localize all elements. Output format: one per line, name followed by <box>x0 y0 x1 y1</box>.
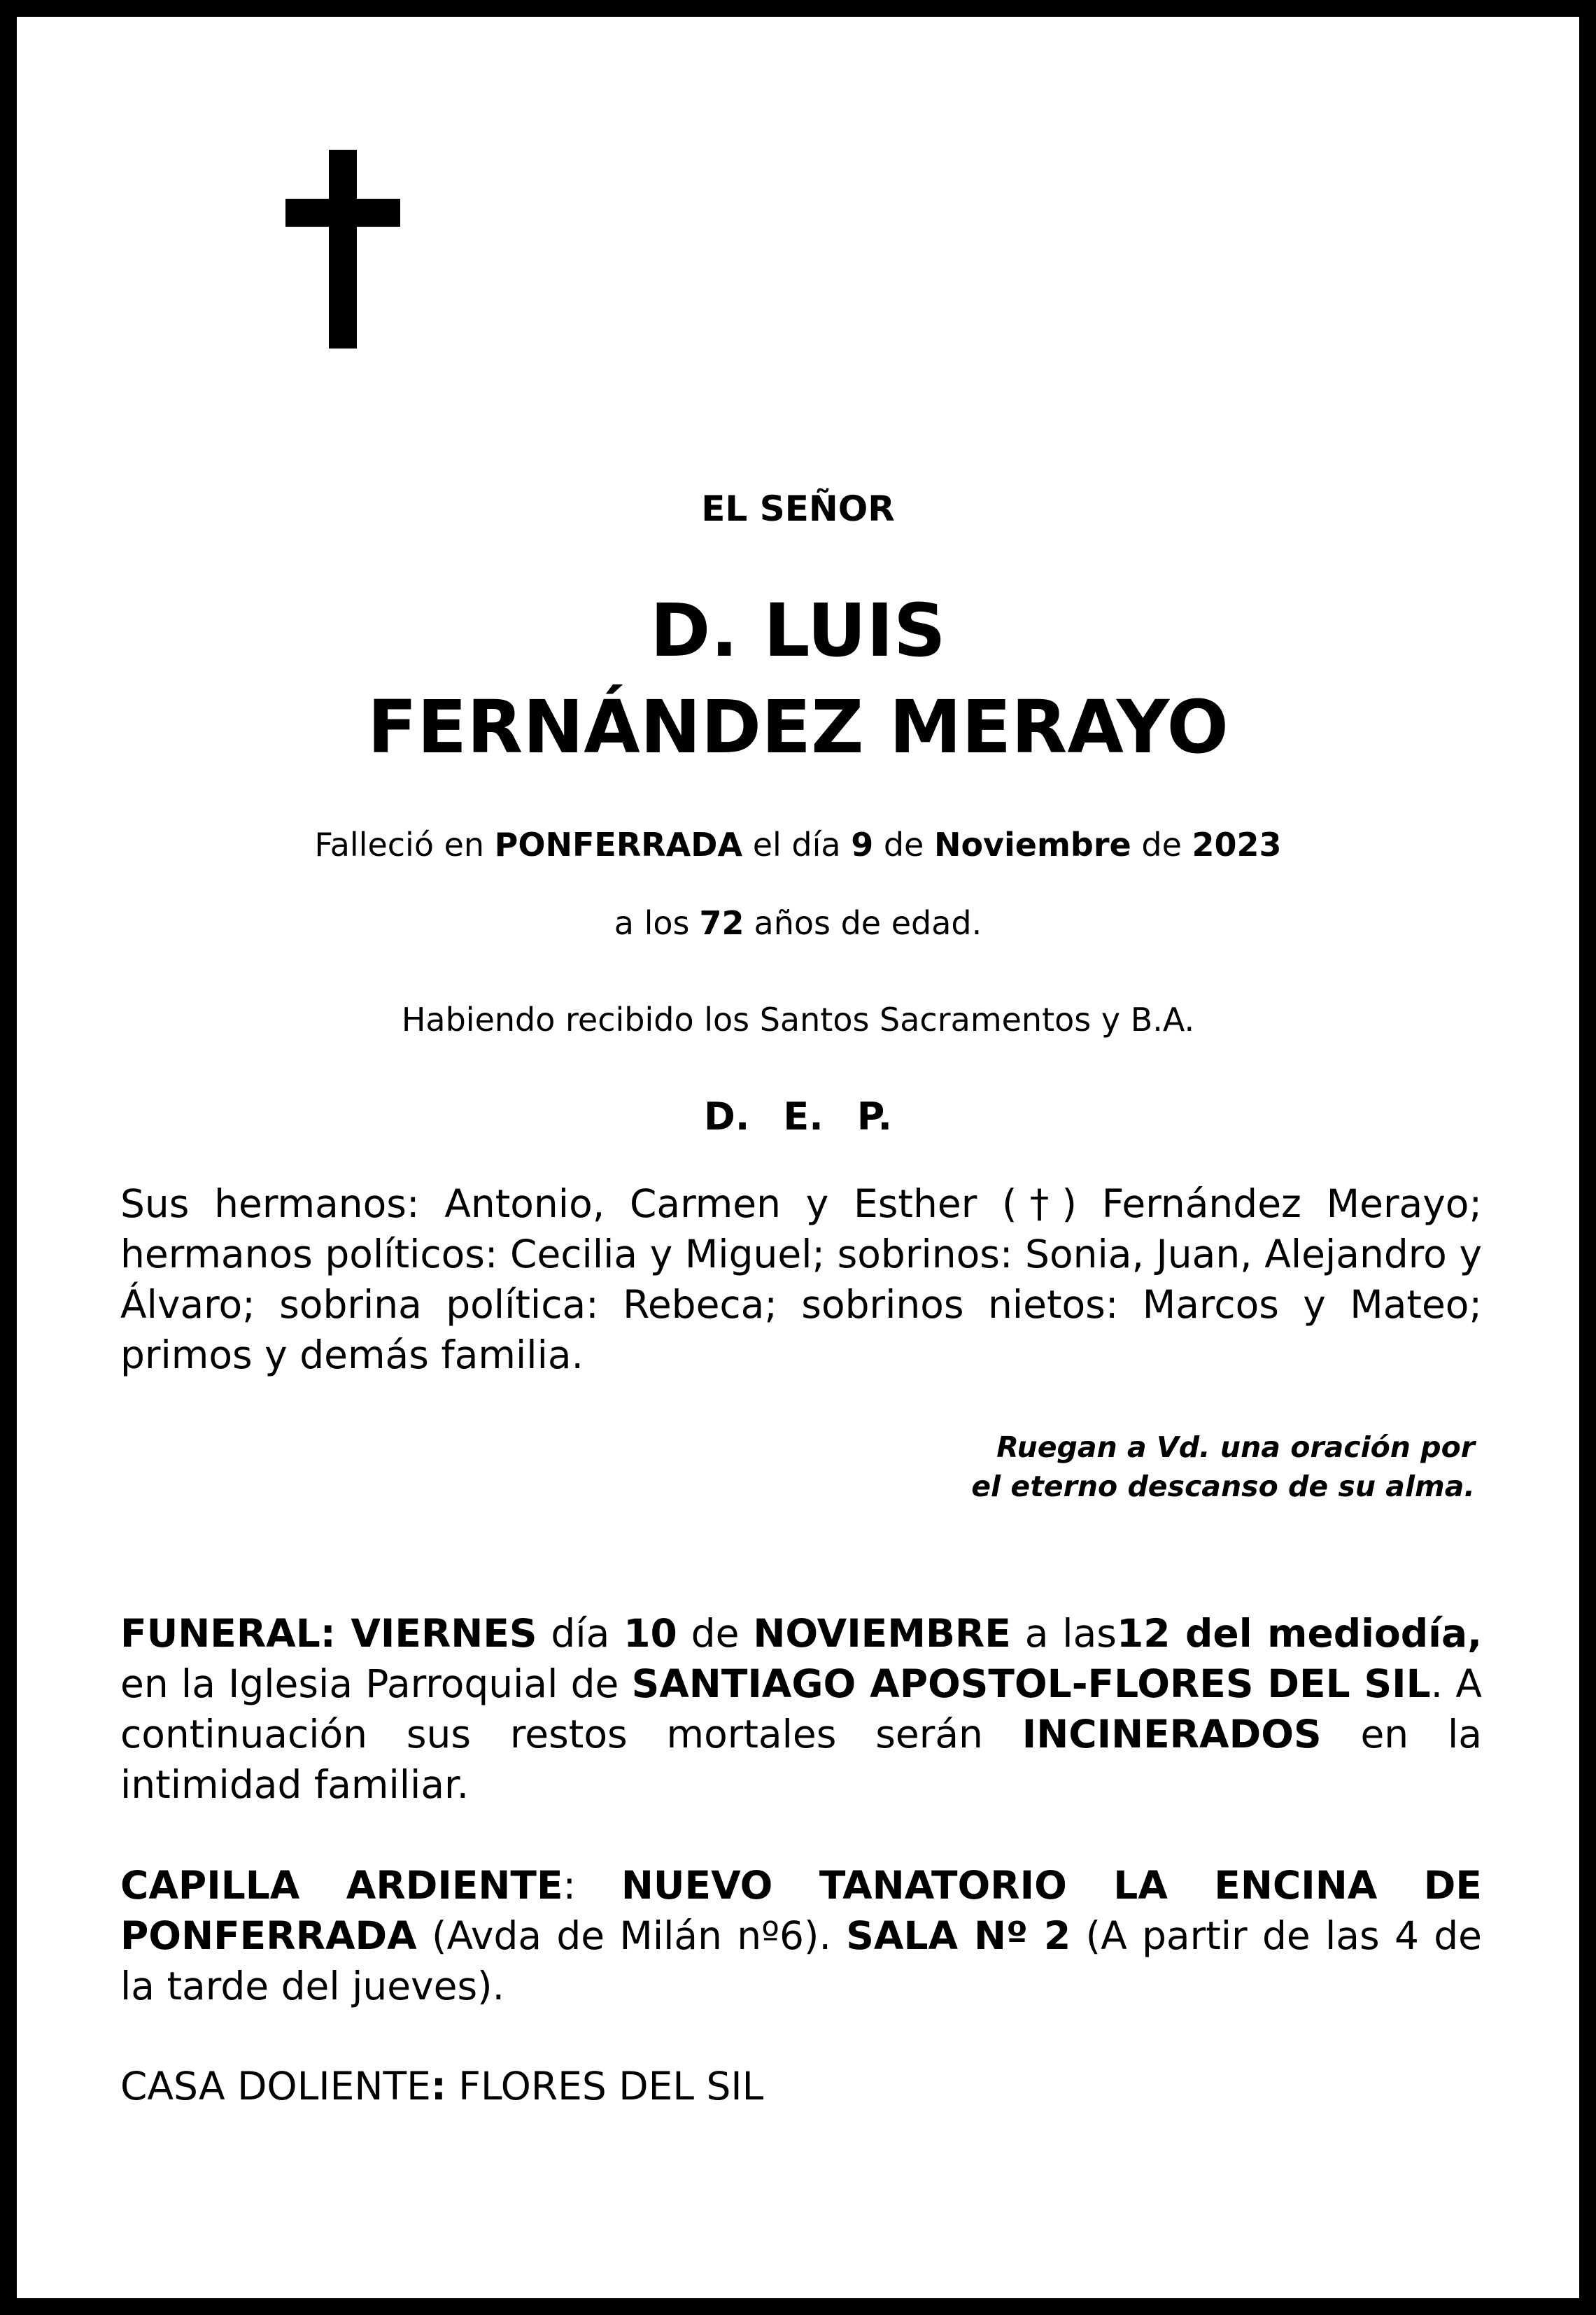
funeral-church: SANTIAGO APOSTOL-FLORES DEL SIL <box>631 1661 1431 1706</box>
capilla-room: SALA Nº 2 <box>846 1913 1071 1958</box>
age-prefix: a los <box>614 904 690 942</box>
intro-title: EL SEÑOR <box>701 488 895 529</box>
family-paragraph: Sus hermanos: Antonio, Carmen y Esther (†) Fernández Merayo; hermanos políticos: Cecilia y Miguel; sobrinos: Sonia, Juan, Alejandro y Álvaro; sobrina política: Rebeca; sobrinos nietos: Marcos y Mateo; primos y demás familia. <box>120 1181 1482 1377</box>
latin-cross-icon <box>285 150 400 349</box>
death-month: Noviembre <box>933 826 1131 864</box>
funeral-paragraph <box>120 1608 1482 1810</box>
funeral-text-3: a las <box>1010 1611 1117 1656</box>
funeral-time: 12 del mediodía, <box>1116 1611 1482 1656</box>
capilla-text-1: : <box>563 1863 621 1908</box>
death-day-label: el día <box>752 826 841 864</box>
deceased-name-line1: D. LUIS <box>650 588 946 673</box>
funeral-day: 10 <box>623 1611 677 1656</box>
funeral-text-4: en la Iglesia Parroquial de <box>120 1661 632 1706</box>
age-suffix: años de edad. <box>754 904 982 942</box>
deceased-name-line2: FERNÁNDEZ MERAYO <box>367 684 1229 770</box>
dep-line <box>0 1095 1596 1139</box>
capilla-label: CAPILLA ARDIENTE <box>120 1863 563 1908</box>
death-place: PONFERRADA <box>494 826 743 864</box>
prayer-line2: el eterno descanso de su alma. <box>971 1470 1475 1503</box>
capilla-text-2: (Avda de Milán nº6). <box>416 1913 847 1958</box>
funeral-text-2: de <box>677 1611 754 1656</box>
death-of2: de <box>1141 826 1182 864</box>
prayer-line1: Ruegan a Vd. una oración por <box>996 1430 1475 1464</box>
sacraments-line: Habiendo recibido los Santos Sacramentos y B.A. <box>401 1001 1195 1039</box>
dep-d: D. <box>704 1095 750 1139</box>
casa-place: FLORES DEL SIL <box>446 2064 764 2109</box>
age-years: 72 <box>699 904 744 942</box>
funeral-label: FUNERAL: VIERNES <box>120 1611 537 1656</box>
funeral-text-5: . A continuación sus restos mortales serán <box>120 1661 1483 1757</box>
death-day: 9 <box>851 826 874 864</box>
funeral-month: NOVIEMBRE <box>753 1611 1011 1656</box>
funeral-text-6: en la intimidad familiar. <box>120 1712 1482 1807</box>
prayer-request <box>120 1428 1475 1506</box>
casa-doliente-line <box>120 2061 763 2111</box>
age-line <box>0 904 1596 942</box>
death-line <box>0 826 1596 864</box>
death-of1: de <box>883 826 924 864</box>
capilla-paragraph <box>120 1860 1482 2011</box>
death-prefix: Falleció en <box>314 826 485 864</box>
dep-p: P. <box>856 1095 892 1139</box>
deceased-name <box>0 582 1596 775</box>
capilla-text-3: (A partir de las 4 de la tarde del jueves). <box>120 1913 1482 2008</box>
death-year: 2023 <box>1192 826 1282 864</box>
casa-colon: : <box>430 2064 446 2109</box>
funeral-text-1: día <box>537 1611 624 1656</box>
capilla-place: NUEVO TANATORIO LA ENCINA DE PONFERRADA <box>120 1863 1482 1958</box>
dep-e: E. <box>783 1095 824 1139</box>
funeral-cremation: INCINERADOS <box>1022 1712 1322 1757</box>
casa-label: CASA DOLIENTE <box>120 2064 431 2109</box>
